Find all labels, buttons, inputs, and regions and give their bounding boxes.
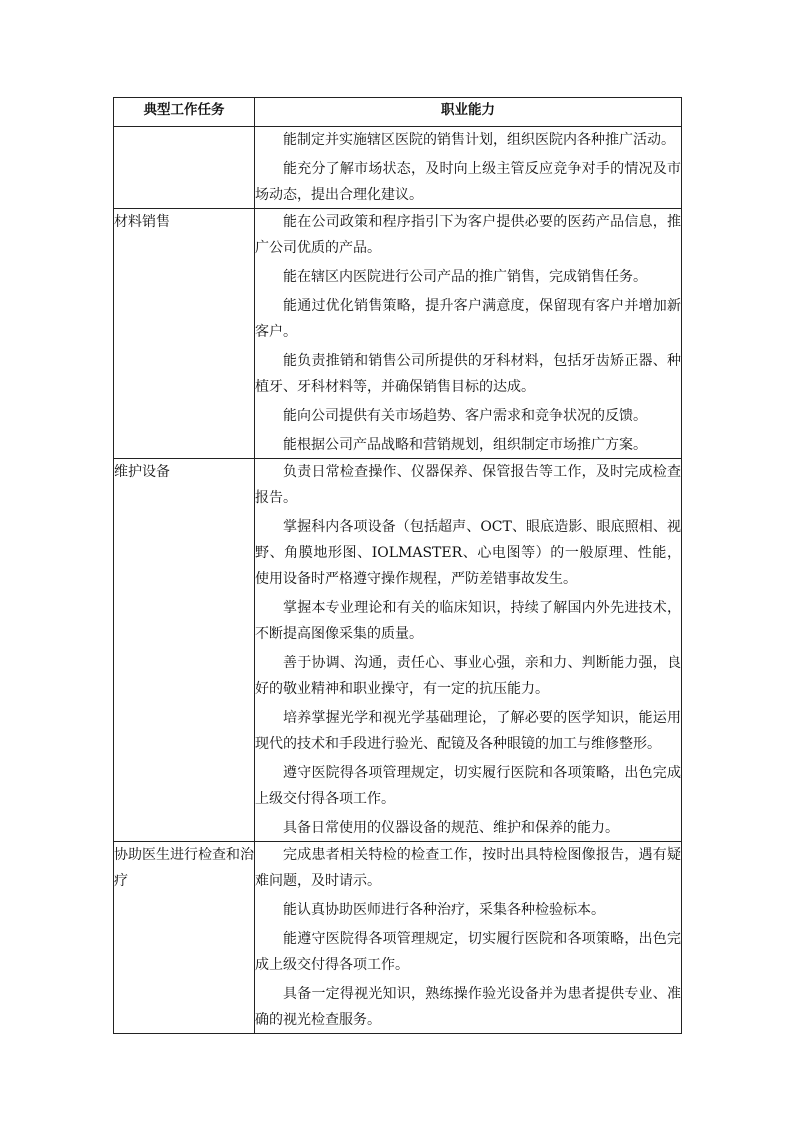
ability-item: 能在辖区内医院进行公司产品的推广销售，完成销售任务。 — [283, 269, 647, 285]
table-row — [114, 209, 682, 459]
ability-item: 培养掌握光学和视光学基础理论，了解必要的医学知识，能运用现代的技术和手段进行验光、配镜及各种眼镜的加工与维修整形。 — [255, 710, 681, 752]
header-vocational-ability: 职业能力 — [255, 98, 682, 127]
table-row — [114, 459, 682, 842]
task-cell: 维护设备 — [114, 459, 255, 842]
ability-item: 掌握科内各项设备（包括超声、OCT、眼底造影、眼底照相、视野、角膜地形图、IOLMASTER、心电图等）的一般原理、性能，使用设备时严格遵守操作规程，严防差错事故发生。 — [255, 519, 681, 587]
ability-item: 能通过优化销售策略，提升客户满意度，保留现有客户并增加新客户。 — [255, 298, 681, 340]
ability-item: 能认真协助医师进行各种治疗，采集各种检验标本。 — [283, 902, 605, 918]
ability-item: 具备一定得视光知识，熟练操作验光设备并为患者提供专业、准确的视光检查服务。 — [255, 986, 681, 1028]
ability-item: 完成患者相关特检的检查工作，按时出具特检图像报告，遇有疑难问题，及时请示。 — [255, 847, 681, 889]
ability-item: 善于协调、沟通，责任心、事业心强，亲和力、判断能力强，良好的敬业精神和职业操守，有一定的抗压能力。 — [255, 655, 681, 697]
ability-item: 能在公司政策和程序指引下为客户提供必要的医药产品信息，推广公司优质的产品。 — [255, 214, 681, 256]
ability-item: 能根据公司产品战略和营销规划，组织制定市场推广方案。 — [283, 437, 647, 453]
abilities-cell — [255, 842, 682, 1034]
table-row — [114, 842, 682, 1034]
task-cell — [114, 127, 255, 209]
ability-item: 掌握本专业理论和有关的临床知识，持续了解国内外先进技术，不断提高图像采集的质量。 — [255, 600, 681, 642]
header-typical-task: 典型工作任务 — [114, 98, 255, 127]
ability-item: 能向公司提供有关市场趋势、客户需求和竞争状况的反馈。 — [283, 408, 647, 424]
ability-item: 具备日常使用的仪器设备的规范、维护和保养的能力。 — [283, 820, 619, 836]
ability-item: 遵守医院得各项管理规定，切实履行医院和各项策略，出色完成上级交付得各项工作。 — [255, 765, 681, 807]
table-header-row — [114, 98, 682, 127]
abilities-cell — [255, 209, 682, 459]
ability-item: 能制定并实施辖区医院的销售计划，组织医院内各种推广活动。 — [283, 132, 675, 148]
task-cell: 协助医生进行检查和治疗 — [114, 842, 255, 1034]
ability-item: 能遵守医院得各项管理规定，切实履行医院和各项策略，出色完成上级交付得各项工作。 — [255, 931, 681, 973]
abilities-cell — [255, 127, 682, 209]
abilities-cell — [255, 459, 682, 842]
table-row — [114, 127, 682, 209]
competency-table — [113, 97, 682, 1034]
ability-item: 能充分了解市场状态，及时向上级主管反应竞争对手的情况及市场动态，提出合理化建议。 — [255, 161, 681, 203]
ability-item: 负责日常检查操作、仪器保养、保管报告等工作，及时完成检查报告。 — [255, 464, 681, 506]
ability-item: 能负责推销和销售公司所提供的牙科材料，包括牙齿矫正器、种植牙、牙科材料等，并确保销售目标的达成。 — [255, 353, 681, 395]
task-cell: 材料销售 — [114, 209, 255, 459]
